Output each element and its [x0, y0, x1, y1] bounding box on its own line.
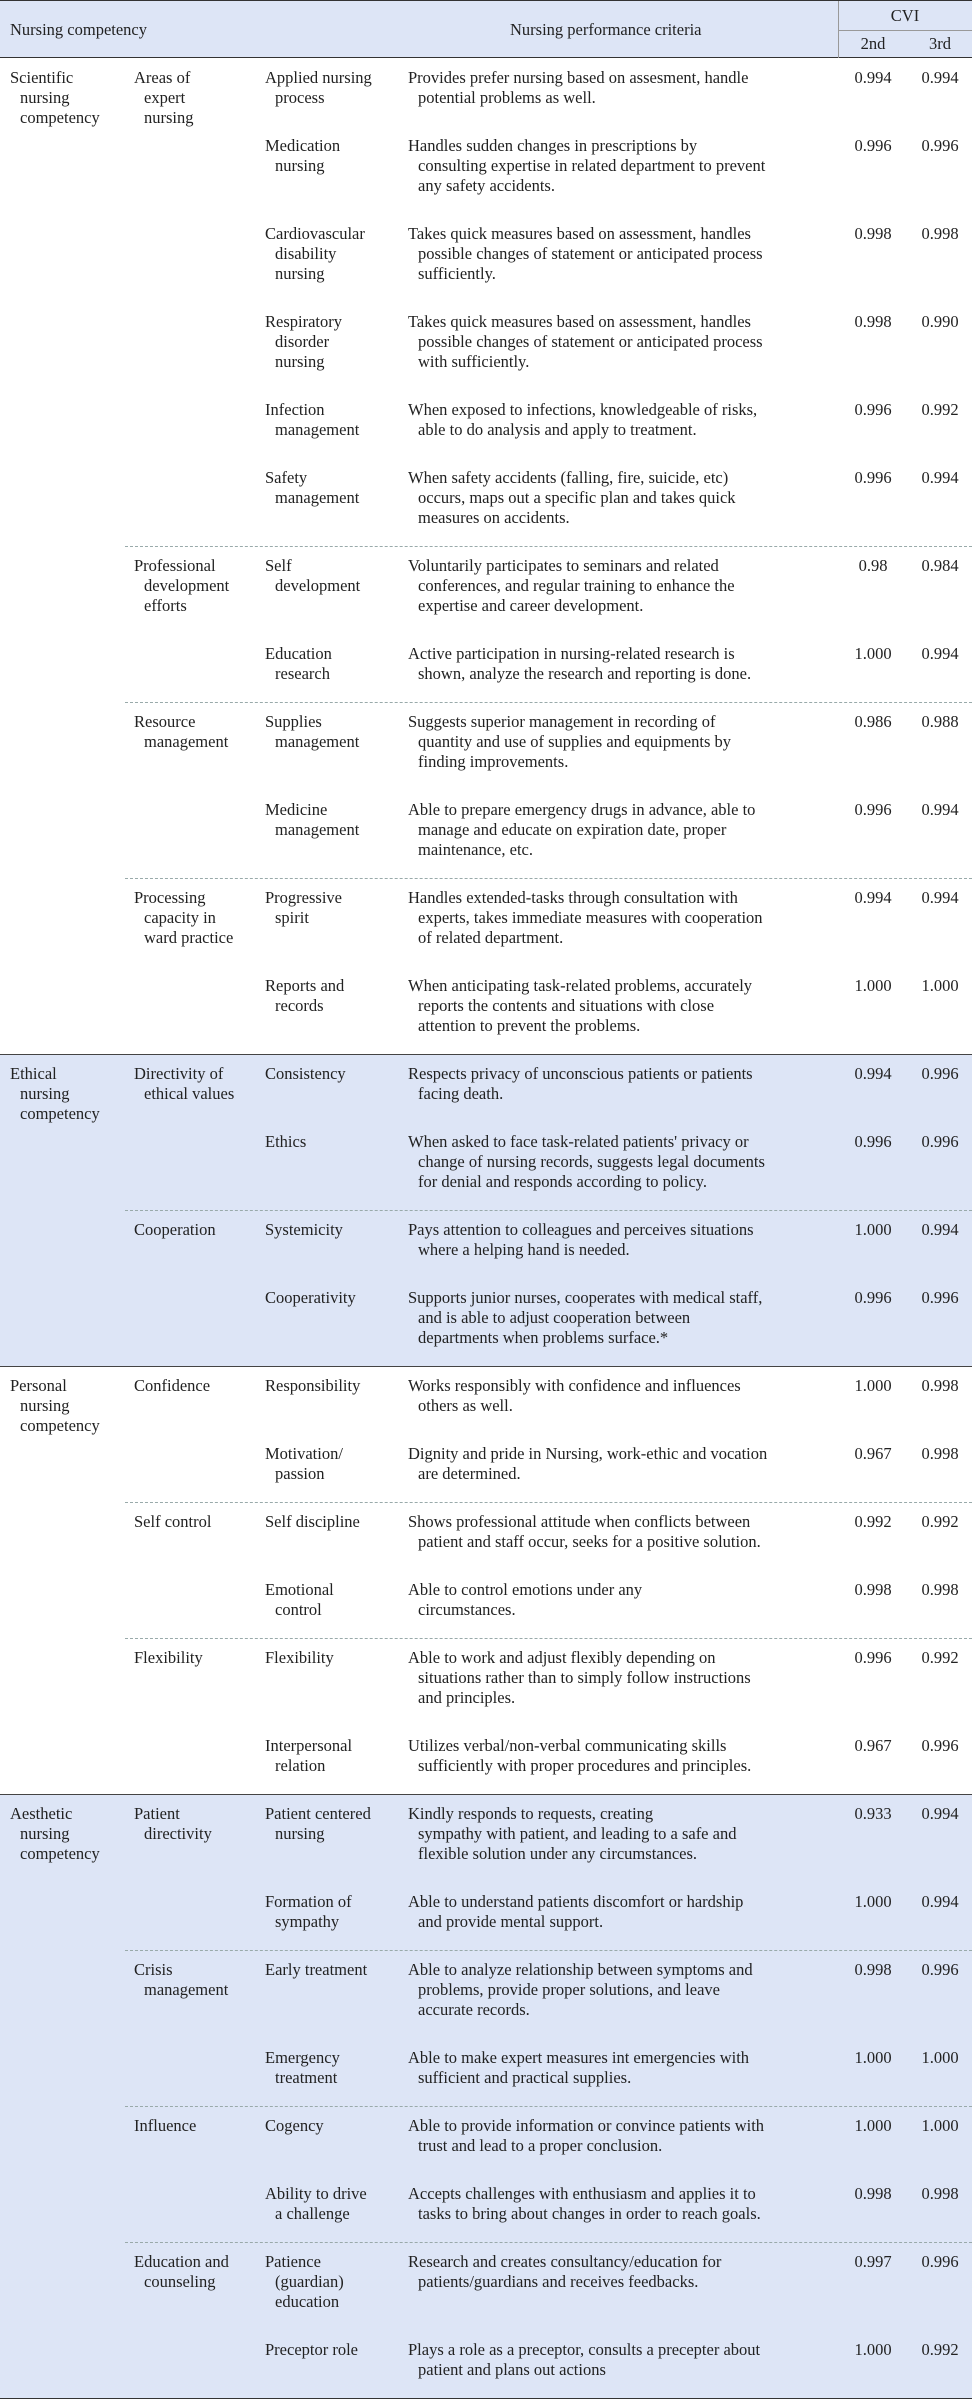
item-name: Systemicity	[265, 1220, 343, 1239]
item-name: Reports and records	[265, 976, 345, 1015]
item-name: Emotional control	[265, 1580, 334, 1619]
cvi-3rd-value: 0.996	[921, 136, 959, 155]
cvi-3rd-value: 0.996	[921, 2252, 959, 2271]
item-name: Flexibility	[265, 1648, 334, 1667]
cvi-3rd-value: 0.992	[921, 2340, 959, 2359]
cvi-3rd-value: 0.994	[921, 68, 959, 87]
group-name: Cooperation	[134, 1220, 216, 1239]
criteria-text: Able to make expert measures int emergencies with sufficient and practical supplies.	[408, 2048, 750, 2087]
item-name: Safety management	[265, 468, 360, 507]
header-cvi: CVI	[890, 6, 920, 25]
criteria-text: Active participation in nursing-related research is shown, analyze the research and reporting is done.	[408, 644, 752, 683]
cvi-2nd-value: 1.000	[854, 976, 892, 995]
criteria-text: When exposed to infections, knowledgeable of risks, able to do analysis and apply to treatment.	[408, 400, 758, 439]
group-name: Resource management	[134, 712, 229, 751]
cvi-2nd-value: 0.998	[854, 224, 892, 243]
item-name: Emergency treatment	[265, 2048, 340, 2087]
cvi-2nd-value: 1.000	[854, 2116, 892, 2135]
cvi-2nd-value: 1.000	[854, 1892, 892, 1911]
group-name: Processing capacity in ward practice	[134, 888, 234, 947]
criteria-text: Respects privacy of unconscious patients or patients facing death.	[408, 1064, 753, 1103]
header-third: 3rd	[929, 34, 951, 53]
cvi-2nd-value: 0.996	[854, 400, 892, 419]
criteria-text: Suggests superior management in recording of quantity and use of supplies and equipments by finding improvements.	[408, 712, 731, 771]
item-name: Education research	[265, 644, 332, 683]
cvi-3rd-value: 0.994	[921, 1892, 959, 1911]
group-name: Crisis management	[134, 1960, 229, 1999]
cvi-2nd-value: 0.997	[854, 2252, 892, 2271]
cvi-3rd-value: 0.998	[921, 1444, 959, 1463]
cvi-2nd-value: 0.994	[854, 68, 892, 87]
item-name: Formation of sympathy	[265, 1892, 352, 1931]
cvi-3rd-value: 0.990	[921, 312, 959, 331]
cvi-2nd-value: 0.996	[854, 468, 892, 487]
item-name: Patience (guardian) education	[265, 2252, 344, 2311]
cvi-3rd-value: 0.994	[921, 1804, 959, 1823]
cvi-3rd-value: 0.998	[921, 1376, 959, 1395]
cvi-2nd-value: 0.996	[854, 800, 892, 819]
cvi-3rd-value: 0.994	[921, 888, 959, 907]
cvi-3rd-value: 0.996	[921, 1288, 959, 1307]
cvi-2nd-value: 0.998	[854, 1960, 892, 1979]
cvi-3rd-value: 1.000	[921, 976, 959, 995]
cvi-3rd-value: 0.994	[921, 800, 959, 819]
group-name: Confidence	[134, 1376, 211, 1395]
cvi-2nd-value: 0.996	[854, 1648, 892, 1667]
criteria-text: Able to understand patients discomfort or hardship and provide mental support.	[408, 1892, 744, 1931]
criteria-text: When safety accidents (falling, fire, suicide, etc) occurs, maps out a specific plan and takes quick measures on accidents.	[408, 468, 736, 527]
cvi-3rd-value: 0.998	[921, 2184, 959, 2203]
table-header	[0, 0, 972, 58]
group-name: Education and counseling	[134, 2252, 229, 2291]
cvi-2nd-value: 1.000	[854, 2048, 892, 2067]
cvi-3rd-value: 0.998	[921, 224, 959, 243]
cvi-3rd-value: 0.988	[921, 712, 959, 731]
criteria-text: Accepts challenges with enthusiasm and applies it to tasks to bring about changes in order to reach goals.	[408, 2184, 761, 2223]
item-name: Self development	[265, 556, 361, 595]
item-name: Infection management	[265, 400, 360, 439]
header-criteria: Nursing performance criteria	[510, 20, 702, 39]
criteria-text: Supports junior nurses, cooperates with medical staff, and is able to adjust cooperation between departments when problems surface.*	[408, 1288, 763, 1347]
cvi-3rd-value: 0.994	[921, 1220, 959, 1239]
criteria-text: Able to prepare emergency drugs in advance, able to manage and educate on expiration date, proper maintenance, etc.	[408, 800, 756, 859]
item-name: Responsibility	[265, 1376, 361, 1395]
criteria-text: Able to work and adjust flexibly depending on situations rather than to simply follow instructions and principles.	[408, 1648, 751, 1707]
criteria-text: Voluntarily participates to seminars and related conferences, and regular training to enhance the expertise and career development.	[408, 556, 735, 615]
criteria-text: Works responsibly with confidence and influences others as well.	[408, 1376, 741, 1415]
cvi-2nd-value: 0.98	[858, 556, 888, 575]
item-name: Ethics	[265, 1132, 307, 1151]
cvi-3rd-value: 0.996	[921, 1736, 959, 1755]
criteria-text: Handles sudden changes in prescriptions by consulting expertise in related department to prevent any safety accidents.	[408, 136, 766, 195]
item-name: Ability to drive a challenge	[265, 2184, 367, 2223]
criteria-text: Shows professional attitude when conflicts between patient and staff occur, seeks for a positive solution.	[408, 1512, 761, 1551]
group-name: Influence	[134, 2116, 197, 2135]
criteria-text: Utilizes verbal/non-verbal communicating skills sufficiently with proper procedures and principles.	[408, 1736, 752, 1775]
item-name: Medication nursing	[265, 136, 341, 175]
cvi-2nd-value: 0.996	[854, 1288, 892, 1307]
criteria-text: When anticipating task-related problems, accurately reports the contents and situations with close attention to prevent the problems.	[408, 976, 753, 1035]
item-name: Medicine management	[265, 800, 360, 839]
cvi-3rd-value: 1.000	[921, 2116, 959, 2135]
header-second: 2nd	[860, 34, 886, 53]
section-name: Aesthetic nursing competency	[10, 1804, 100, 1863]
item-name: Respiratory disorder nursing	[265, 312, 342, 371]
cvi-2nd-value: 0.933	[854, 1804, 892, 1823]
item-name: Interpersonal relation	[265, 1736, 353, 1775]
section-name: Scientific nursing competency	[10, 68, 100, 127]
item-name: Self discipline	[265, 1512, 360, 1531]
item-name: Early treatment	[265, 1960, 368, 1979]
cvi-2nd-value: 0.986	[854, 712, 892, 731]
cvi-3rd-value: 1.000	[921, 2048, 959, 2067]
cvi-3rd-value: 0.994	[921, 644, 959, 663]
criteria-text: Plays a role as a preceptor, consults a precepter about patient and plans out actions	[408, 2340, 761, 2379]
criteria-text: Takes quick measures based on assessment, handles possible changes of statement or anticipated process sufficiently.	[408, 224, 763, 283]
cvi-3rd-value: 0.992	[921, 1512, 959, 1531]
cvi-2nd-value: 0.998	[854, 312, 892, 331]
cvi-3rd-value: 0.996	[921, 1960, 959, 1979]
item-name: Cooperativity	[265, 1288, 356, 1307]
cvi-2nd-value: 1.000	[854, 644, 892, 663]
criteria-text: Handles extended-tasks through consultation with experts, takes immediate measures with cooperation of related department.	[408, 888, 763, 947]
item-name: Motivation/ passion	[265, 1444, 343, 1483]
cvi-2nd-value: 0.994	[854, 1064, 892, 1083]
item-name: Applied nursing process	[265, 68, 372, 107]
cvi-3rd-value: 0.996	[921, 1132, 959, 1151]
cvi-3rd-value: 0.992	[921, 1648, 959, 1667]
group-name: Patient directivity	[134, 1804, 212, 1843]
group-name: Professional development efforts	[134, 556, 230, 615]
cvi-2nd-value: 0.996	[854, 136, 892, 155]
criteria-text: Research and creates consultancy/education for patients/guardians and receives feedbacks.	[408, 2252, 722, 2291]
cvi-3rd-value: 0.994	[921, 468, 959, 487]
cvi-2nd-value: 0.998	[854, 1580, 892, 1599]
section-name: Personal nursing competency	[10, 1376, 100, 1435]
item-name: Preceptor role	[265, 2340, 358, 2359]
criteria-text: Takes quick measures based on assessment, handles possible changes of statement or anticipated process with sufficiently.	[408, 312, 763, 371]
header-competency: Nursing competency	[10, 20, 148, 39]
cvi-2nd-value: 1.000	[854, 2340, 892, 2359]
criteria-text: Able to control emotions under any circumstances.	[408, 1580, 643, 1619]
cvi-2nd-value: 1.000	[854, 1220, 892, 1239]
cvi-2nd-value: 0.996	[854, 1132, 892, 1151]
cvi-2nd-value: 0.967	[854, 1736, 892, 1755]
item-name: Patient centered nursing	[265, 1804, 371, 1843]
item-name: Progressive spirit	[265, 888, 342, 927]
criteria-text: When asked to face task-related patients' privacy or change of nursing records, suggests legal documents for denial and responds according to policy.	[408, 1132, 765, 1191]
cvi-2nd-value: 1.000	[854, 1376, 892, 1395]
group-name: Areas of expert nursing	[134, 68, 194, 127]
item-name: Supplies management	[265, 712, 360, 751]
criteria-text: Able to analyze relationship between symptoms and problems, provide proper solutions, and leave accurate records.	[408, 1960, 753, 2019]
header-divider	[838, 30, 972, 31]
item-name: Cardiovascular disability nursing	[265, 224, 365, 283]
criteria-text: Able to provide information or convince patients with trust and lead to a proper conclusion.	[408, 2116, 765, 2155]
item-name: Cogency	[265, 2116, 324, 2135]
cvi-3rd-value: 0.998	[921, 1580, 959, 1599]
cvi-2nd-value: 0.994	[854, 888, 892, 907]
cvi-3rd-value: 0.996	[921, 1064, 959, 1083]
criteria-text: Provides prefer nursing based on assesment, handle potential problems as well.	[408, 68, 749, 107]
cvi-2nd-value: 0.992	[854, 1512, 892, 1531]
criteria-text: Kindly responds to requests, creating sympathy with patient, and leading to a safe and flexible solution under any circumstances.	[408, 1804, 737, 1863]
cvi-3rd-value: 0.992	[921, 400, 959, 419]
group-name: Flexibility	[134, 1648, 203, 1667]
item-name: Consistency	[265, 1064, 346, 1083]
group-name: Directivity of ethical values	[134, 1064, 235, 1103]
group-name: Self control	[134, 1512, 212, 1531]
criteria-text: Dignity and pride in Nursing, work-ethic and vocation are determined.	[408, 1444, 768, 1483]
cvi-3rd-value: 0.984	[921, 556, 959, 575]
cvi-2nd-value: 0.967	[854, 1444, 892, 1463]
cvi-2nd-value: 0.998	[854, 2184, 892, 2203]
section-name: Ethical nursing competency	[10, 1064, 100, 1123]
criteria-text: Pays attention to colleagues and perceives situations where a helping hand is needed.	[408, 1220, 754, 1259]
